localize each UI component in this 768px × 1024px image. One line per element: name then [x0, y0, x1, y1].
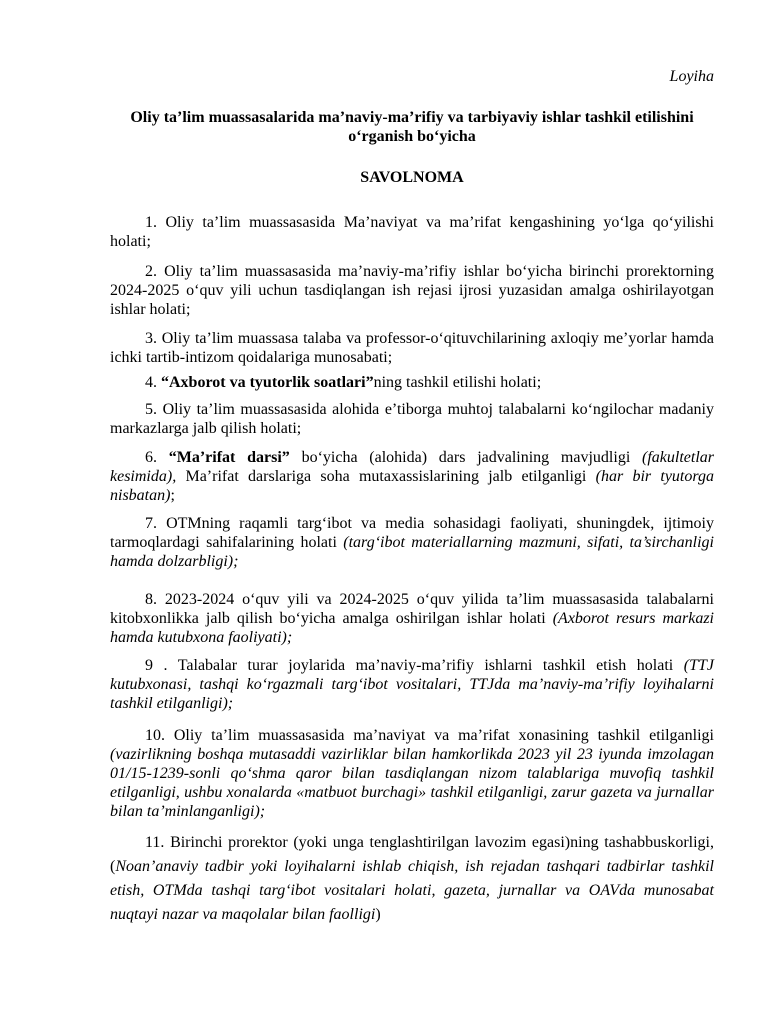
document-title: Oliy ta’lim muassasalarida ma’naviy-ma’rifiy va tarbiyaviy ishlar tashkil etilishini o‘rganish bo‘yicha	[130, 109, 694, 145]
question-4-number: 4.	[145, 374, 161, 391]
question-11-italic: Noan’anaviy tadbir yoki loyihalarni ishlab chiqish, ish rejadan tashqari tadbirlar tashkil etish, OTMda tashqi targ‘ibot vositalari holati, gazeta, jurnallar va OAVda munosabat nuqtayi nazar va maqolalar bilan faolligi	[110, 858, 714, 923]
question-11	[110, 831, 714, 927]
question-7	[110, 514, 714, 571]
question-4-rest: ning tashkil etilishi holati;	[373, 374, 542, 391]
question-9-italic: (TTJ kutubxonasi, tashqi ko‘rgazmali targ‘ibot vositalari, TTJda ma’naviy-ma’rifiy loyihalarni tashkil etilganligi);	[110, 657, 714, 712]
question-1: 1. Oliy ta’lim muassasasida Ma’naviyat va ma’rifat kengashining yo‘lga qo‘yilishi holati;	[110, 214, 714, 250]
question-11-end: )	[375, 906, 381, 923]
question-10	[110, 726, 714, 821]
question-6-number: 6.	[145, 449, 169, 466]
question-10-text: 10. Oliy ta’lim muassasasida ma’naviyat va ma’rifat xonasining tashkil etilganligi	[145, 727, 714, 744]
draft-label: Loyiha	[669, 68, 714, 85]
question-6-part1: bo‘yicha (alohida) dars jadvalining mavjudligi	[289, 449, 643, 466]
question-3	[110, 329, 714, 367]
question-7-italic: (targ‘ibot materiallarning mazmuni, sifati, ta’sirchanligi hamda dolzarbligi);	[110, 534, 714, 570]
question-8-italic: (Axborot resurs markazi hamda kutubxona faoliyati);	[110, 610, 714, 646]
question-9	[110, 656, 714, 713]
question-8-text: 8. 2023-2024 o‘quv yili va 2024-2025 o‘quv yilida ta’lim muassasasida talabalarni kitobxonlikka jalb qilish bo‘yicha amalga oshirilgan ishlar holati	[110, 591, 714, 627]
question-6-bold: “Ma’rifat darsi”	[168, 449, 290, 466]
question-3-text: 3. Oliy ta’lim muassasa talaba va professor-o‘qituvchilarining axloqiy me’yorlar hamda ichki tartib-intizom qoidalariga munosabati;	[110, 330, 714, 366]
question-6-italic2: (har bir tyutorga nisbatan)	[110, 468, 715, 504]
question-2: 2. Oliy ta’lim muassasasida ma’naviy-ma’rifiy ishlar bo‘yicha birinchi prorektorning 2024-2025 o‘quv yili uchun tasdiqlangan ish rejasi ijrosi yuzasidan amalga oshirilayotgan ishlar holati;	[110, 263, 714, 318]
question-6-end: ;	[170, 487, 175, 504]
question-5: 5. Oliy ta’lim muassasasida alohida e’tiborga muhtoj talabalarni ko‘ngilochar madaniy markazlarga jalb qilish holati;	[110, 401, 714, 437]
question-9-text: 9 . Talabalar turar joylarida ma’naviy-ma’rifiy ishlarni tashkil etish holati	[145, 657, 684, 674]
question-4	[110, 373, 714, 392]
question-6-part2: Ma’rifat darslariga soha mutaxassislarining jalb etilganligi	[176, 468, 596, 485]
question-11-text: 11. Birinchi prorektor (yoki unga tenglashtirilgan lavozim egasi)ning tashabbuskorligi, (	[110, 834, 714, 875]
question-8	[110, 590, 714, 647]
question-6	[110, 448, 714, 505]
question-6-italic1: (fakultetlar kesimida),	[110, 449, 714, 485]
question-10-italic: (vazirlikning boshqa mutasaddi vazirliklar bilan hamkorlikda 2023 yil 23 iyunda imzolagan 01/15-1239-sonli qo‘shma qaror bilan tasdiqlangan nizom talablariga muvofiq tashkil etilganligi, ushbu xonalarda «matbuot burchagi» tashkil etilganligi, zarur gazeta va jurnallar bilan ta’minlanganligi);	[110, 746, 714, 820]
question-7-text: 7. OTMning raqamli targ‘ibot va media sohasidagi faoliyati, shuningdek, ijtimoiy tarmoqlardagi sahifalarining holati	[110, 515, 714, 551]
document-heading: SAVOLNOMA	[360, 169, 464, 186]
question-4-bold: “Axborot va tyutorlik soatlari”	[161, 374, 374, 391]
